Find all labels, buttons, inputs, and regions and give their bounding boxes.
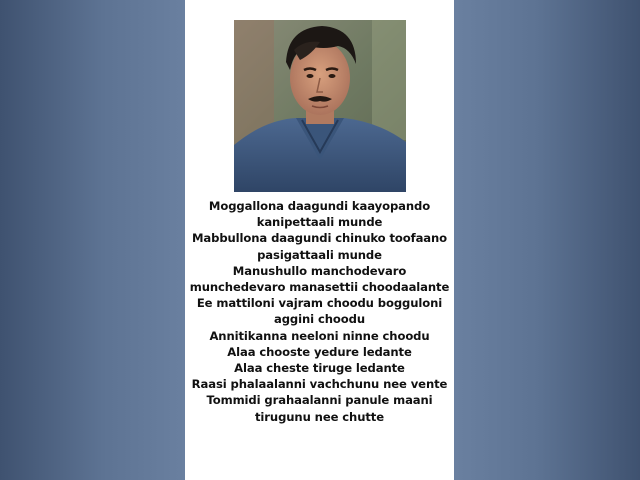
lyric-line: munchedevaro manasettii choodaalante (189, 280, 450, 295)
lyric-line: Annitikanna neeloni ninne choodu (209, 328, 430, 343)
lyrics-text (185, 198, 454, 425)
lyric-line: Manushullo manchodevaro (232, 263, 407, 278)
lyric-line: Moggallona daagundi kaayopando (208, 199, 431, 213)
lyrics-card (185, 0, 454, 480)
lyric-line: aggini choodu (274, 312, 365, 327)
blurred-background-right (454, 0, 640, 480)
lyric-line: Tommidi grahaalanni panule maani (206, 393, 433, 408)
blurred-background-left (0, 0, 186, 480)
lyric-line: Alaa cheste tiruge ledante (234, 361, 405, 376)
lyric-line: kanipettaali munde (256, 215, 383, 230)
lyric-line: pasigattaali munde (257, 247, 382, 262)
lyric-line: Alaa chooste yedure ledante (227, 344, 412, 359)
lyric-line: Mabbullona daagundi chinuko toofaano (191, 231, 448, 246)
lyric-line: Raasi phalaalanni vachchunu nee vente (191, 377, 448, 392)
lyric-line: Ee mattiloni vajram choodu bogguloni (196, 296, 443, 311)
portrait-photo (234, 20, 406, 192)
lyric-line: tirugunu nee chutte (254, 409, 385, 424)
